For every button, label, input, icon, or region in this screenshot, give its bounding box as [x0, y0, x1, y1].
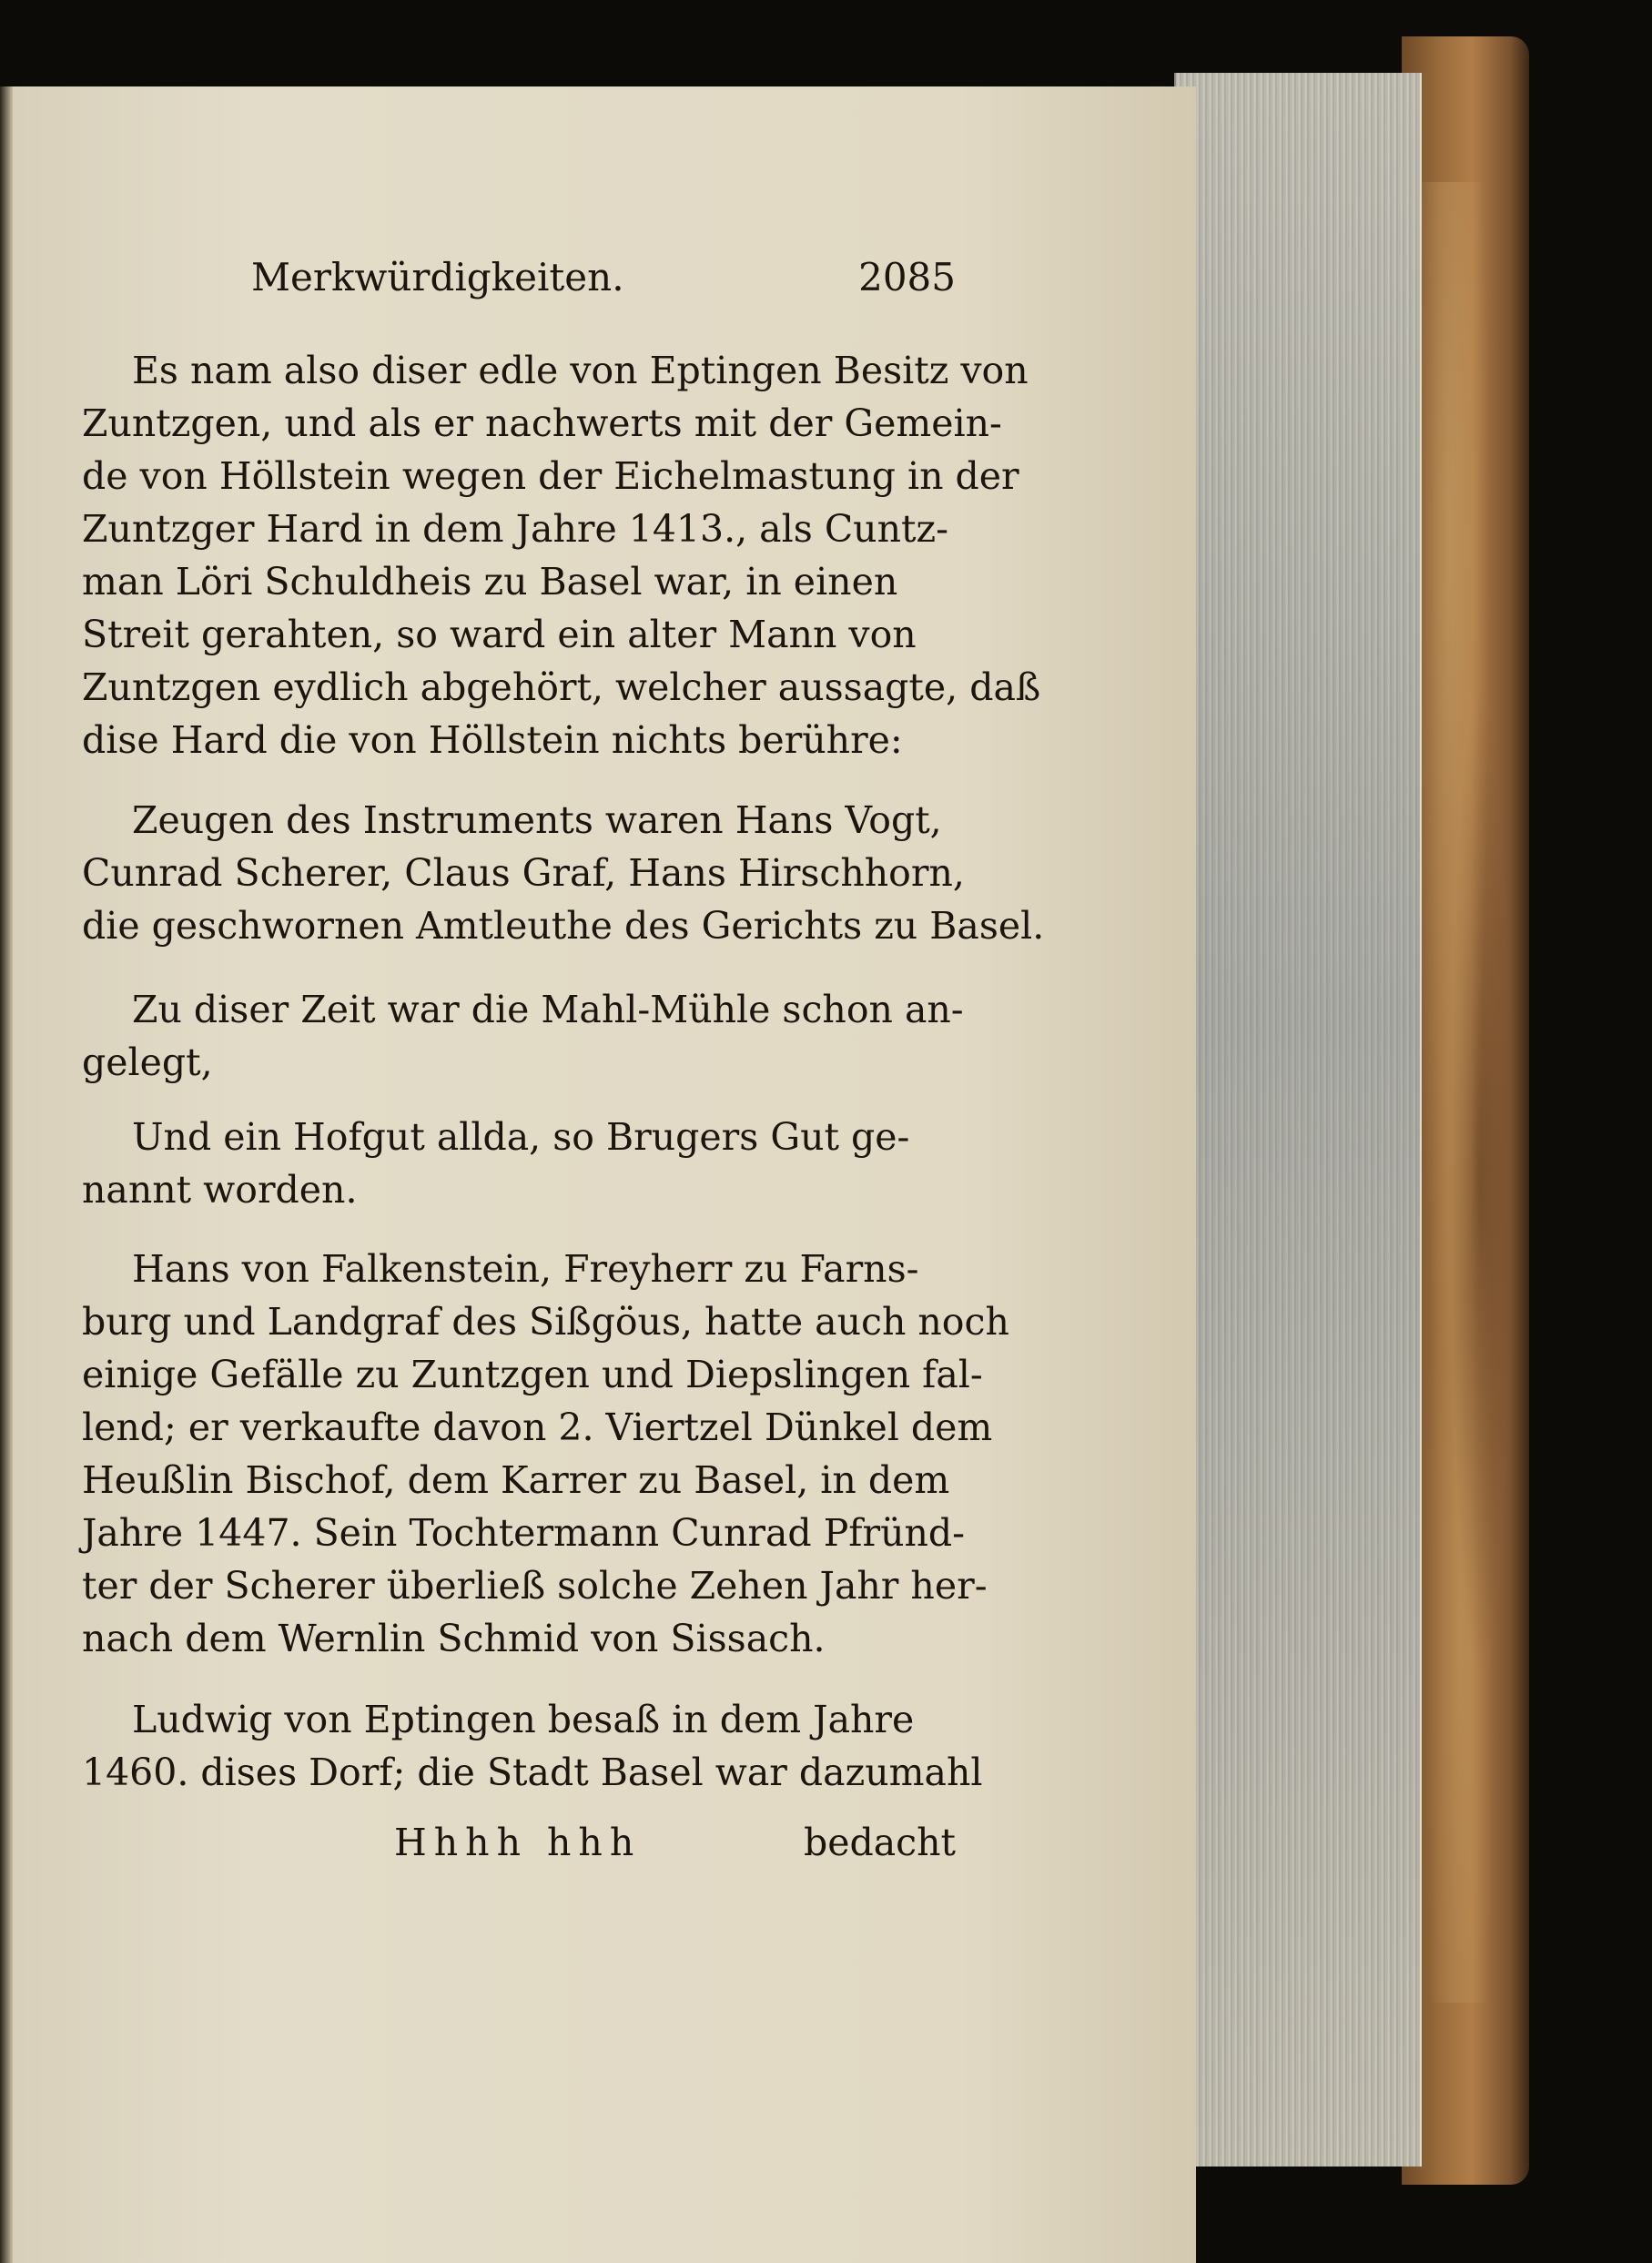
- text-line: nach dem Wernlin Schmid von Sissach.: [82, 1617, 826, 1660]
- text-line: nannt worden.: [82, 1168, 358, 1212]
- paragraph-6: [82, 1693, 983, 1799]
- text-line: man Löri Schuldheis zu Basel war, in einen: [82, 560, 898, 604]
- page-stack-shadow: [1174, 73, 1420, 2167]
- text-line: die geschwornen Amtleuthe des Gerichts zu Basel.: [82, 904, 1045, 948]
- running-head: [82, 255, 956, 310]
- text-line: Zuntzgen eydlich abgehört, welcher aussagte, daß: [82, 665, 1041, 709]
- text-line: Ludwig von Eptingen besaß in dem Jahre: [132, 1698, 915, 1741]
- text-line: Zuntzgen, und als er nachwerts mit der Gemein-: [82, 401, 1002, 445]
- catchword: bedacht: [803, 1821, 956, 1864]
- text-line: einige Gefälle zu Zuntzgen und Diepslingen fal-: [82, 1353, 983, 1396]
- page-number: 2085: [858, 255, 956, 299]
- text-line: 1460. dises Dorf; die Stadt Basel war dazumahl: [82, 1751, 983, 1794]
- text-line: Es nam also diser edle von Eptingen Besitz von: [132, 349, 1029, 392]
- footer-line: [82, 1821, 956, 1873]
- text-line: dise Hard die von Höllstein nichts berühre:: [82, 718, 903, 762]
- paragraph-4: [82, 1111, 956, 1216]
- paragraph-5: [82, 1243, 1009, 1665]
- text-line: Zeugen des Instruments waren Hans Vogt,: [132, 798, 942, 842]
- cover-marbling: [1420, 182, 1520, 2003]
- text-line: Zuntzger Hard in dem Jahre 1413., als Cuntz-: [82, 507, 948, 551]
- paragraph-3: [82, 983, 964, 1089]
- text-line: Und ein Hofgut allda, so Brugers Gut ge-: [132, 1115, 910, 1159]
- text-line: de von Höllstein wegen der Eichelmastung in der: [82, 454, 1019, 498]
- text-line: Hans von Falkenstein, Freyherr zu Farns-: [132, 1247, 919, 1291]
- paragraph-2: [82, 794, 1045, 952]
- text-line: gelegt,: [82, 1040, 213, 1084]
- text-line: Heußlin Bischof, dem Karrer zu Basel, in dem: [82, 1458, 950, 1502]
- text-line: Cunrad Scherer, Claus Graf, Hans Hirschhorn,: [82, 851, 965, 895]
- text-line: ter der Scherer überließ solche Zehen Jahr her-: [82, 1564, 988, 1608]
- text-line: Streit gerahten, so ward ein alter Mann von: [82, 613, 917, 656]
- paragraph-1: [82, 344, 1041, 766]
- facing-page-edge: [0, 86, 13, 2263]
- text-line: burg und Landgraf des Sißgöus, hatte auch noch: [82, 1300, 1009, 1344]
- text-line: Zu diser Zeit war die Mahl-Mühle schon an-: [132, 988, 964, 1031]
- text-line: Jahre 1447. Sein Tochtermann Cunrad Pfründ-: [82, 1511, 965, 1555]
- signature-mark: Hhhh hhh: [394, 1821, 642, 1864]
- text-line: lend; er verkaufte davon 2. Viertzel Dünkel dem: [82, 1405, 993, 1449]
- running-head-title: Merkwürdigkeiten.: [251, 255, 624, 299]
